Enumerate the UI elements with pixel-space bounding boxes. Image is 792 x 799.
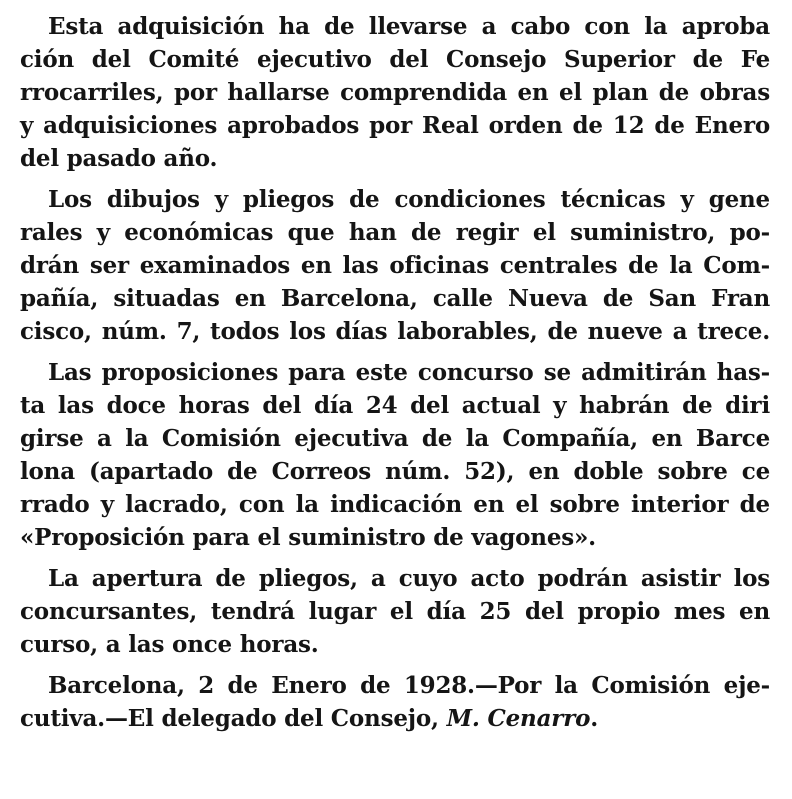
text-line: del pasado año. — [20, 145, 218, 172]
closing-line — [20, 702, 770, 735]
paragraph-acquisition — [20, 10, 770, 175]
signature-name: M. Cenarro — [446, 705, 591, 732]
text-line: ta las doce horas del día 24 del actual y habrán de diri — [20, 392, 770, 419]
text-line: drán ser examinados en las oficinas centrales de la Com- — [20, 252, 770, 279]
text-line: «Proposición para el suministro de vagones». — [20, 524, 596, 551]
paragraph-opening — [20, 562, 770, 661]
closing-signature-block — [20, 669, 770, 735]
text-line: concursantes, tendrá lugar el día 25 del propio mes en — [20, 598, 770, 625]
closing-text: cutiva.—El delegado del Consejo, — [20, 705, 447, 732]
text-line: lona (apartado de Correos núm. 52), en doble sobre ce — [20, 458, 770, 485]
text-line: rales y económicas que han de regir el suministro, po- — [20, 219, 770, 246]
paragraph-drawings — [20, 183, 770, 348]
text-line: cisco, núm. 7, todos los días laborables, de nueve a trece. — [20, 318, 770, 345]
text-line: Los dibujos y pliegos de condiciones técnicas y gene — [48, 186, 770, 213]
paragraph-proposals — [20, 356, 770, 554]
text-line: y adquisiciones aprobados por Real orden de 12 de Enero — [20, 112, 770, 139]
text-line: curso, a las once horas. — [20, 631, 319, 658]
text-line: Esta adquisición ha de llevarse a cabo con la aproba — [48, 13, 770, 40]
text-line: rrado y lacrado, con la indicación en el sobre interior de — [20, 491, 770, 518]
text-line: ción del Comité ejecutivo del Consejo Superior de Fe — [20, 46, 770, 73]
text-line: La apertura de pliegos, a cuyo acto podrán asistir los — [48, 565, 770, 592]
closing-line: Barcelona, 2 de Enero de 1928.—Por la Comisión eje- — [48, 672, 770, 699]
text-line: girse a la Comisión ejecutiva de la Compañía, en Barce — [20, 425, 770, 452]
text-line: pañía, situadas en Barcelona, calle Nueva de San Fran — [20, 285, 770, 312]
text-line: Las proposiciones para este concurso se admitirán has- — [48, 359, 770, 386]
text-line: rrocarriles, por hallarse comprendida en el plan de obras — [20, 79, 770, 106]
closing-period: . — [590, 705, 599, 732]
